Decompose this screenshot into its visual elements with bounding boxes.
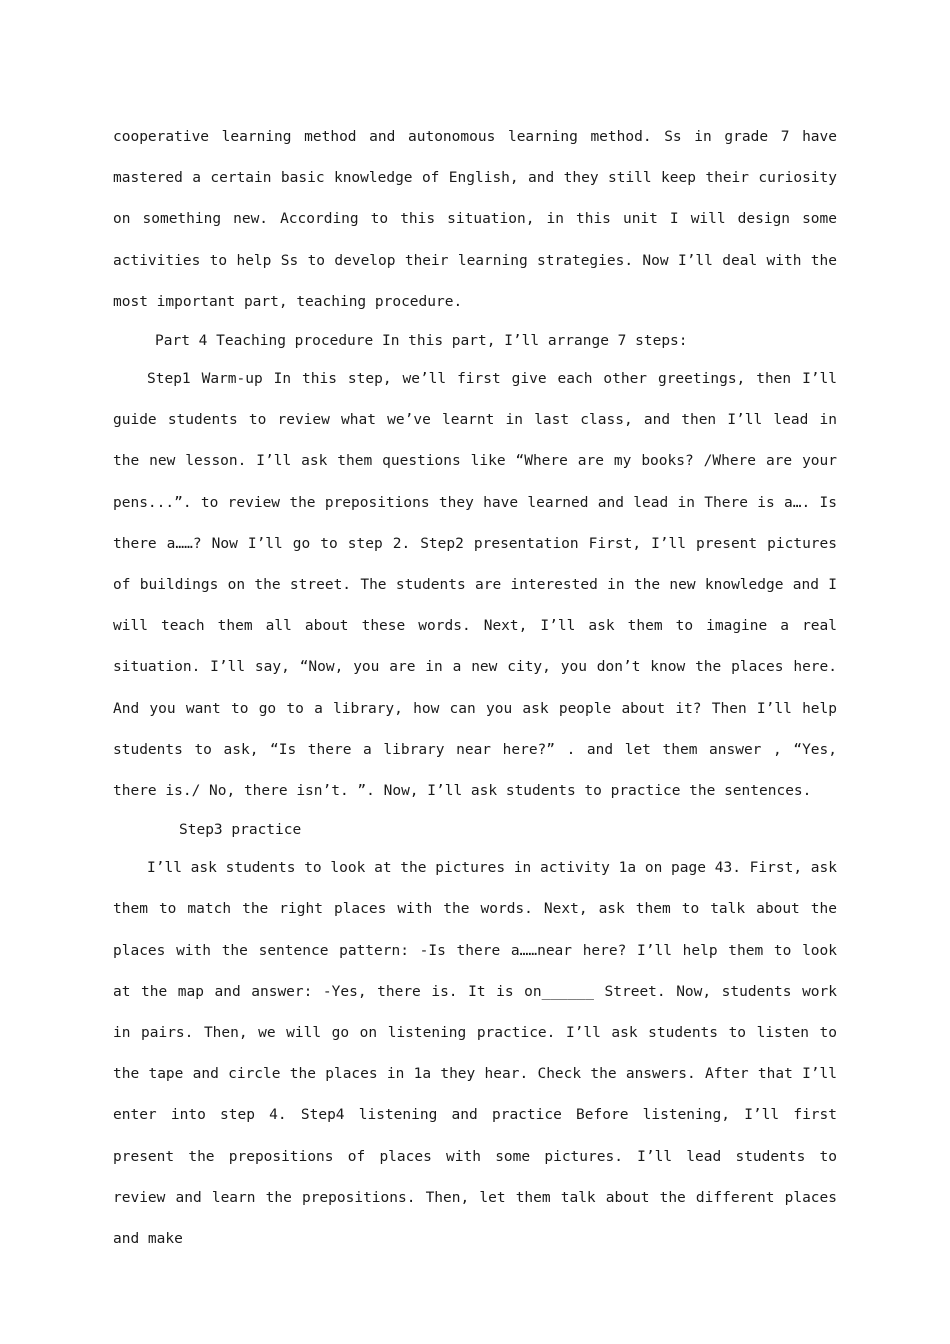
paragraph-part4-heading: Part 4 Teaching procedure In this part, I’ll arrange 7 steps:: [155, 333, 688, 350]
paragraph-step3-heading: Step3 practice: [179, 822, 302, 839]
document-body: [113, 117, 837, 1260]
paragraph-step1-step2: Step1 Warm-up In this step, we’ll first give each other greetings, then I’ll guide students to review what we’ve learnt in last class, and then I’ll lead in the new lesson. I’ll ask them questions like “Where are my books? /Where are your pens...”. to review the prepositions they have learned and lead in There is a…. Is there a……? Now I’ll go to step 2. Step2 presentation First, I’ll present pictures of buildings on the street. The students are interested in the new knowledge and I will teach them all about these words. Next, I’ll ask them to imagine a real situation. I’ll say, “Now, you are in a new city, you don’t know the places here. And you want to go to a library, how can you ask people about it? Then I’ll help students to ask, “Is there a library near here?” . and let them answer , “Yes, there is./ No, there isn’t. ”. Now, I’ll ask students to practice the sentences.: [113, 371, 837, 800]
paragraph-step3-step4: I’ll ask students to look at the pictures in activity 1a on page 43. First, ask them to match the right places with the words. Next, ask them to talk about the places with the sentence pattern: -Is there a……near here? I’ll help them to look at the map and answer: -Yes, there is. It is on______ Street. Now, students work in pairs. Then, we will go on listening practice. I’ll ask students to listen to the tape and circle the places in 1a they hear. Check the answers. After that I’ll enter into step 4. Step4 listening and practice Before listening, I’ll first present the prepositions of places with some pictures. I’ll lead students to review and learn the prepositions. Then, let them talk about the different places and make: [113, 860, 837, 1248]
paragraph-learning-methods: cooperative learning method and autonomous learning method. Ss in grade 7 have mastered a certain basic knowledge of English, and they still keep their curiosity on something new. According to this situation, in this unit I will design some activities to help Ss to develop their learning strategies. Now I’ll deal with the most important part, teaching procedure.: [113, 129, 837, 310]
